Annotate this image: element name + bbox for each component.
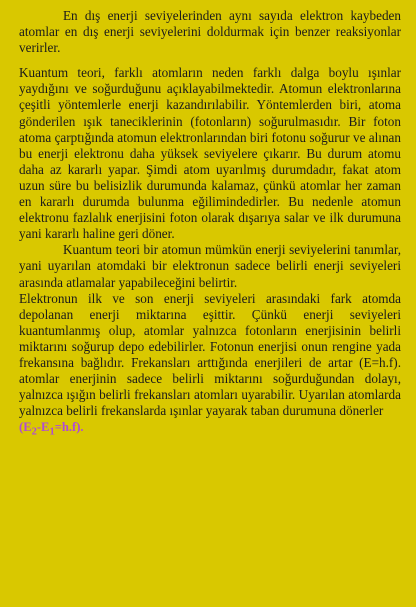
paragraph-energy-difference: Elektronun ilk ve son enerji seviyeleri arasındaki fark atomda depolanan enerji miktarına eşittir. Çünkü enerji seviyeleri kuantumlanmış olup, atomlar yalnızca fotonların enerjisinin belirli miktarını soğurup depo edebilirler. Fotonun enerjisi onun rengine yada frekansına bağlıdır. Frekansları arttığında enerjileri de artar (E=h.f). atomlar enerjinin sadece belirli miktarını soğurduğundan dolayı, yalnızca ışığın belirli frekansları atomları uyarabilir. Uyarılan atomlarda yalnızca belirli frekanslarda ışınlar yayarak taban durumuna dönerler	[19, 290, 401, 419]
paragraph-intro: En dış enerji seviyelerinden aynı sayıda elektron kaybeden atomlar en dış enerji seviyelerini doldurmak için benzer reaksiyonlar verirler.	[19, 8, 401, 56]
paragraph-energy-levels: Kuantum teori bir atomun mümkün enerji seviyelerini tanımlar, yani uyarılan atomdaki bir elektronun sadece belirli enerji seviyeleri arasında atlamalar yapabileceğini belirtir.	[19, 242, 401, 290]
formula-line	[19, 419, 401, 441]
energy-formula: $(E_2-E_1=h.f)$.	[19, 420, 84, 438]
document-body	[19, 8, 401, 441]
paragraph-quantum-theory: Kuantum teori, farklı atomların neden farklı dalga boylu ışınlar yaydığını ve soğurduğunu açıklayabilmektedir. Atomun elektronlarına çeşitli yöntemlerle enerji kazandırılabilir. Yöntemlerden biri, atoma gönderilen ışık taneciklerinin (fotonların) soğurulmasıdır. Bir foton atoma çarptığında atomun elektronlarından biri fotonu soğurur ve alınan bu enerji elektronu daha yüksek seviyelere çıkarır. Bu durum atomu daha az kararlı yapar. Şimdi atom uyarılmış durumdadır, fakat atom uzun süre bu belisizlik durumunda kalamaz, çünkü atomlar her zaman en kararlı durumda bulunma eğilimindedirler. Bu nedenle atomun elektronu fazlalık enerjisini foton olarak dışarıya salar ve ilk durumuna yani kararlı haline geri döner.	[19, 65, 401, 242]
